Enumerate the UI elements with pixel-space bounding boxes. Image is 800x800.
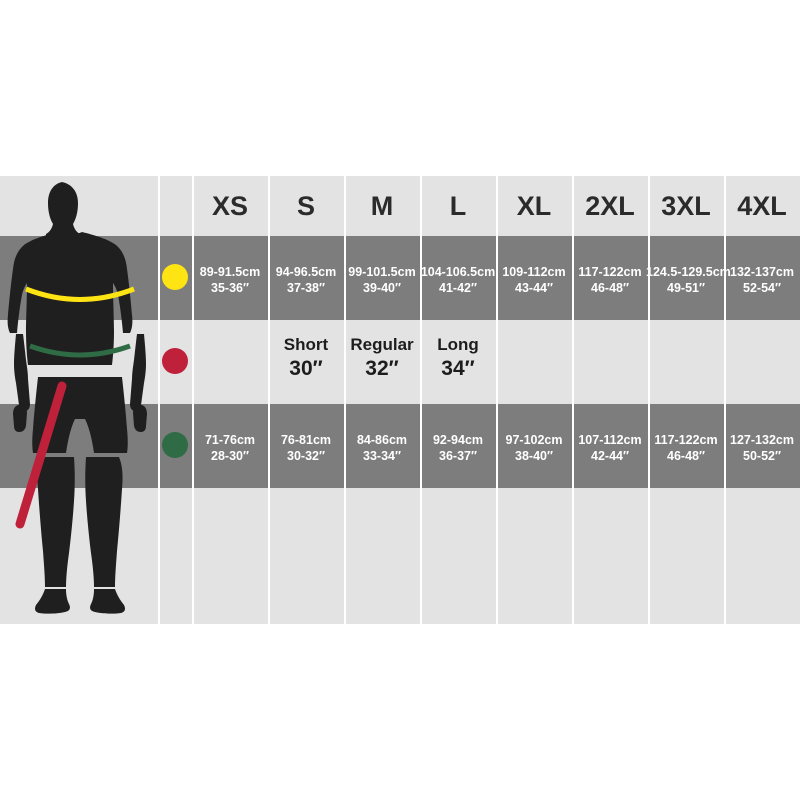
chest-cell-3xl: 124.5-129.5cm 49-51″ (646, 265, 731, 295)
waist-cell-s: 76-81cm 30-32″ (280, 433, 332, 463)
size-header-s: S (296, 191, 315, 221)
waist-cell-4xl: 127-132cm 50-52″ (730, 433, 794, 463)
chest-cell-xl: 109-112cm 43-44″ (502, 265, 566, 295)
leglength-cell-m: Regular 32″ (350, 335, 414, 380)
waist-cell-xl: 97-102cm 38-40″ (505, 433, 563, 463)
waist-legend-dot (162, 432, 188, 458)
chest-cell-4xl: 132-137cm 52-54″ (730, 265, 794, 295)
column-separator (192, 176, 194, 624)
waist-cell-xs: 71-76cm 28-30″ (204, 433, 256, 463)
size-header-3xl: 3XL (661, 191, 711, 221)
column-separator (724, 176, 726, 624)
chest-cell-m: 99-101.5cm 39-40″ (348, 265, 416, 295)
size-header-4xl: 4XL (737, 191, 787, 221)
chest-cell-s: 94-96.5cm 37-38″ (275, 265, 337, 295)
waist-cell-m: 84-86cm 33-34″ (356, 433, 408, 463)
male-silhouette (0, 176, 160, 624)
column-separator (344, 176, 346, 624)
chest-cell-xs: 89-91.5cm 35-36″ (199, 265, 261, 295)
chest-cell-l: 104-106.5cm 41-42″ (420, 265, 496, 295)
size-header-xs: XS (211, 191, 249, 221)
size-header-l: L (449, 191, 467, 221)
column-separator (420, 176, 422, 624)
column-separator (158, 176, 160, 624)
column-separator (268, 176, 270, 624)
column-separator (648, 176, 650, 624)
size-header-xl: XL (516, 191, 552, 221)
chest-legend-dot (162, 264, 188, 290)
waist-cell-l: 92-94cm 36-37″ (432, 433, 484, 463)
column-separator (572, 176, 574, 624)
leglength-cell-l: Long 34″ (437, 335, 479, 380)
chest-cell-2xl: 117-122cm 46-48″ (578, 265, 642, 295)
waist-cell-2xl: 107-112cm 42-44″ (578, 433, 642, 463)
column-separator (496, 176, 498, 624)
size-header-2xl: 2XL (585, 191, 635, 221)
leglength-legend-dot (162, 348, 188, 374)
size-chart (0, 176, 800, 624)
waist-cell-3xl: 117-122cm 46-48″ (654, 433, 718, 463)
leglength-cell-s: Short 30″ (283, 335, 329, 380)
size-header-m: M (370, 191, 394, 221)
